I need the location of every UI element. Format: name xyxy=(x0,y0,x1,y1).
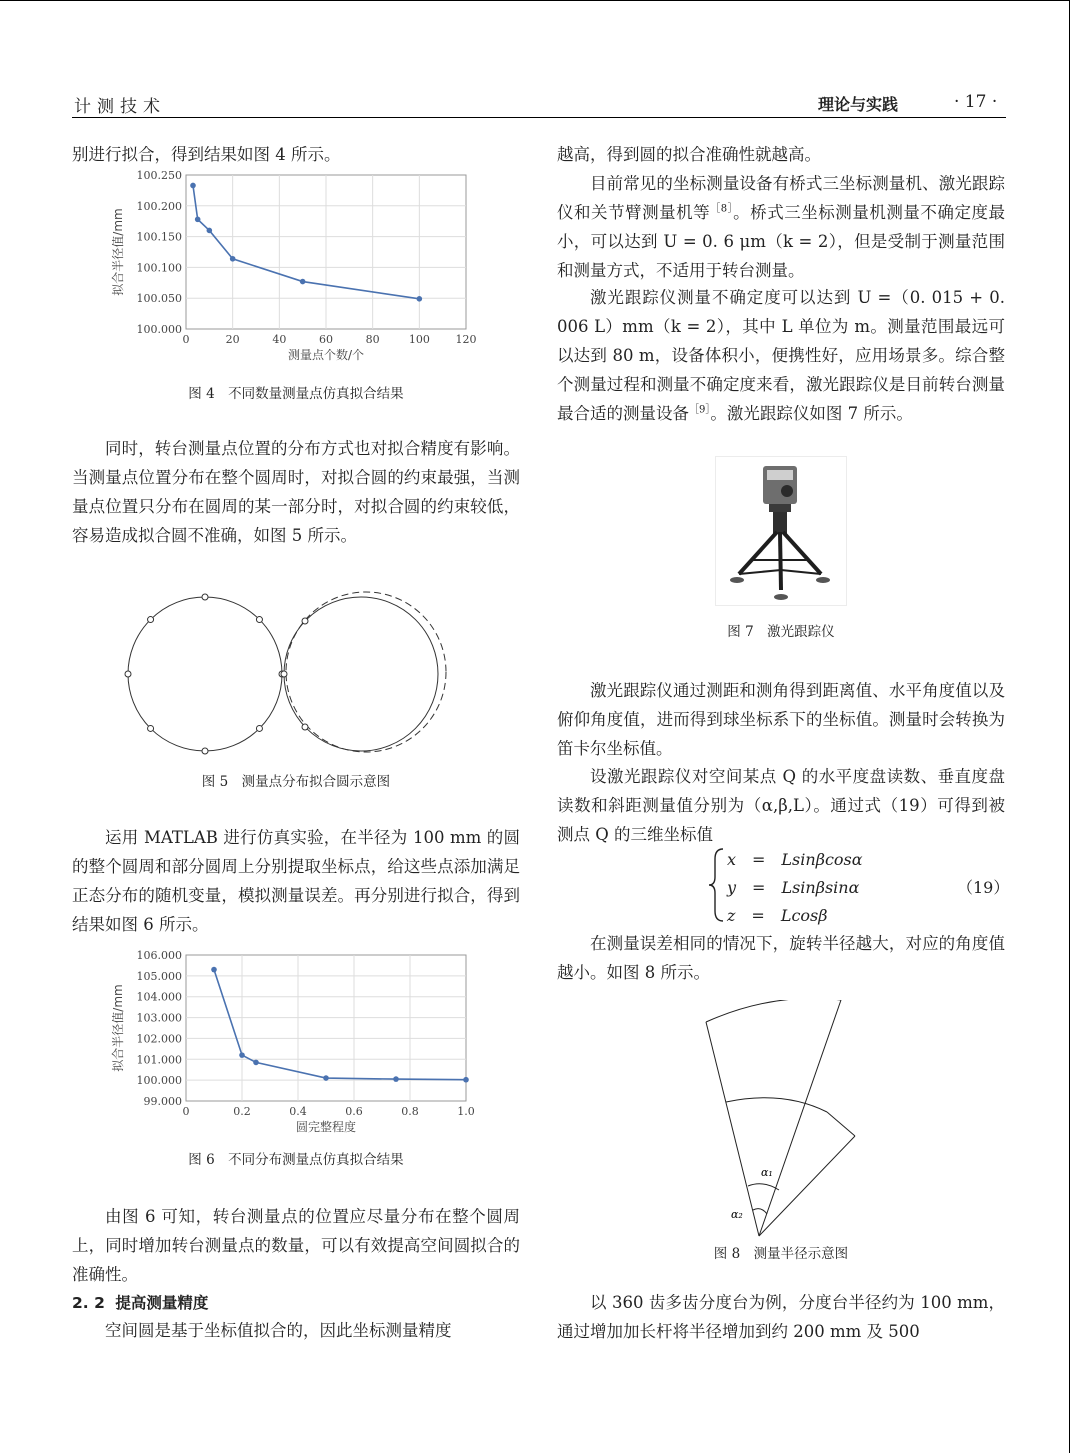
x-axis-label: 圆完整程度 xyxy=(295,1120,357,1134)
y-tick-label: 106.000 xyxy=(136,949,182,962)
y-axis-label: 拟合半径值/mm xyxy=(111,208,125,296)
page-number: · 17 · xyxy=(954,92,998,112)
figure-4-caption: 图 4 不同数量测量点仿真拟合结果 xyxy=(188,386,404,402)
y-tick-label: 100.200 xyxy=(136,199,182,213)
x-tick-label: 0.6 xyxy=(345,1105,363,1118)
right-para-0: 越高，得到圆的拟合准确性就越高。 xyxy=(557,145,821,164)
full-circle-distribution xyxy=(125,594,285,754)
equation-x: x = Lsinβcosα xyxy=(727,850,863,869)
laser-tracker-illustration xyxy=(715,456,847,606)
figure-6-svg xyxy=(110,945,518,1139)
equation-z: z = Lcosβ xyxy=(727,906,828,925)
figure-7-image xyxy=(715,456,847,606)
right-para-5: 在测量误差相同的情况下，旋转半径越大，对应的角度值越小。如图 8 所示。 xyxy=(557,934,1005,982)
x-axis-label: 测量点个数/个 xyxy=(287,348,365,362)
section-heading-2-2: 2. 2 提高测量精度 xyxy=(72,1294,209,1312)
figure-6-caption: 图 6 不同分布测量点仿真拟合结果 xyxy=(188,1152,404,1168)
journal-name: 计测技术 xyxy=(74,97,166,117)
y-tick-label: 100.000 xyxy=(136,323,182,336)
left-para-4: 空间圆是基于坐标值拟合的，因此坐标测量精度 xyxy=(105,1321,452,1340)
data-point xyxy=(190,183,196,189)
y-axis-label: 拟合半径值/mm xyxy=(111,984,125,1072)
figure-4-chart xyxy=(110,168,518,368)
measurement-point xyxy=(202,748,208,754)
figure-5-caption: 图 5 测量点分布拟合圆示意图 xyxy=(201,774,391,790)
measurement-point xyxy=(148,725,154,731)
data-point xyxy=(393,1076,399,1082)
equation-number: （19） xyxy=(957,878,1010,897)
measurement-point xyxy=(148,617,154,623)
data-point xyxy=(207,228,213,234)
right-para-6: 以 360 齿多齿分度台为例，分度台半径约为 100 mm，通过增加加长杆将半径增加到约 200 mm 及 500 xyxy=(557,1293,1005,1341)
x-tick-label: 0.4 xyxy=(289,1105,307,1118)
x-tick-label: 40 xyxy=(272,333,287,346)
x-tick-label: 1.0 xyxy=(457,1105,475,1118)
y-tick-label: 100.150 xyxy=(136,230,182,244)
partial-point-bottom-left xyxy=(302,724,308,730)
y-tick-label: 99.000 xyxy=(143,1095,182,1108)
y-tick-label: 100.050 xyxy=(136,292,182,306)
x-tick-label: 0.8 xyxy=(401,1105,419,1118)
right-para-1: 目前常见的坐标测量设备有桥式三坐标测量机、激光跟踪仪和关节臂测量机等$^{[8]}$。桥式三坐标测量机测量不确定度最小，可以达到 U = 0. 6 μm（k = 2），但是受制于测量范围和测量方式，不适用于转台测量。 xyxy=(557,174,1006,280)
measurement-point xyxy=(202,594,208,600)
left-para-0: 别进行拟合，得到结果如图 4 所示。 xyxy=(72,145,341,164)
figure-7-caption: 图 7 激光跟踪仪 xyxy=(727,624,835,640)
data-point xyxy=(211,967,217,973)
data-point xyxy=(300,279,306,285)
right-para-3: 激光跟踪仪通过测距和测角得到距离值、水平角度值以及俯仰角度值，进而得到球坐标系下的坐标值。测量时会转换为笛卡尔坐标值。 xyxy=(557,681,1005,758)
data-point xyxy=(195,217,201,223)
data-point xyxy=(323,1075,329,1081)
left-para-1: 同时，转台测量点位置的分布方式也对拟合精度有影响。当测量点位置分布在整个圆周时，对拟合圆的约束最强，当测量点位置只分布在圆周的某一部分时，对拟合圆的约束较低，容易造成拟合圆不准确，如图 5 所示。 xyxy=(72,439,520,545)
y-tick-label: 105.000 xyxy=(136,969,182,983)
figure-4-svg xyxy=(110,168,518,368)
left-para-2: 运用 MATLAB 进行仿真实验，在半径为 100 mm 的圆的整个圆周和部分圆周上分别提取坐标点，给这些点添加满足正态分布的随机变量，模拟测量误差。再分别进行拟合，得到结果如图 6 所示。 xyxy=(72,828,520,934)
equation-19 xyxy=(707,845,1010,925)
citation-8: ［8］ xyxy=(710,203,734,215)
y-tick-label: 101.000 xyxy=(136,1053,182,1067)
partial-circle-distribution xyxy=(281,592,446,752)
data-point xyxy=(230,256,236,262)
data-point xyxy=(463,1077,469,1083)
x-tick-label: 0 xyxy=(182,1105,190,1118)
figure-8-diagram xyxy=(703,1000,863,1240)
figure-5-svg xyxy=(122,588,472,760)
y-tick-label: 100.100 xyxy=(136,261,182,275)
measurement-point xyxy=(125,671,131,677)
alpha-1-label: α₁ xyxy=(761,1166,773,1179)
x-tick-label: 80 xyxy=(365,333,380,346)
data-point xyxy=(239,1052,245,1058)
alpha-2-label: α₂ xyxy=(731,1208,743,1221)
right-para-4: 设激光跟踪仪对空间某点 Q 的水平度盘读数、垂直度盘读数和斜距测量值分别为（α,β,L）。通过式（19）可得到被测点 Q 的三维坐标值 xyxy=(557,767,1005,844)
x-tick-label: 120 xyxy=(455,333,477,346)
data-point xyxy=(253,1060,259,1066)
y-tick-label: 103.000 xyxy=(136,1011,182,1025)
data-point xyxy=(417,296,423,302)
y-tick-label: 102.000 xyxy=(136,1032,182,1046)
x-tick-label: 60 xyxy=(319,333,333,346)
figure-6-chart xyxy=(110,945,518,1139)
equation-y: y = Lsinβsinα xyxy=(727,878,860,897)
partial-point-left xyxy=(281,671,287,677)
citation-9: ［9］ xyxy=(689,404,711,416)
figure-8-caption: 图 8 测量半径示意图 xyxy=(713,1246,849,1262)
x-tick-label: 0 xyxy=(182,333,190,346)
right-para-2: 激光跟踪仪测量不确定度可以达到 U =（0. 015 + 0. 006 L）mm（k = 2），其中 L 单位为 m。测量范围最远可以达到 80 m，设备体积小，便携性好，应用场景多。综合整个测量过程和测量不确定度来看，激光跟踪仪是目前转台测量最合适的测量设备$^{[9]}$。激光跟踪仪如图 7 所示。 xyxy=(557,288,1005,423)
section-name: 理论与实践 xyxy=(818,95,899,114)
y-tick-label: 100.250 xyxy=(136,169,182,182)
y-tick-label: 100.000 xyxy=(136,1074,182,1088)
x-tick-label: 20 xyxy=(225,333,240,346)
header-rule xyxy=(72,117,1006,118)
page-top-border xyxy=(0,0,1070,1)
partial-point-top-left xyxy=(302,618,308,624)
x-tick-label: 100 xyxy=(408,333,430,346)
left-para-3: 由图 6 可知，转台测量点的位置应尽量分布在整个圆周上，同时增加转台测量点的数量，可以有效提高空间圆拟合的准确性。 xyxy=(72,1207,520,1284)
measurement-point xyxy=(256,617,262,623)
x-tick-label: 0.2 xyxy=(233,1105,251,1118)
figure-5-diagram xyxy=(122,588,472,760)
figure-8-svg xyxy=(703,1000,863,1240)
measurement-points xyxy=(125,594,285,754)
equation-brace xyxy=(707,845,727,925)
y-tick-label: 104.000 xyxy=(136,990,182,1004)
measurement-point xyxy=(256,725,262,731)
